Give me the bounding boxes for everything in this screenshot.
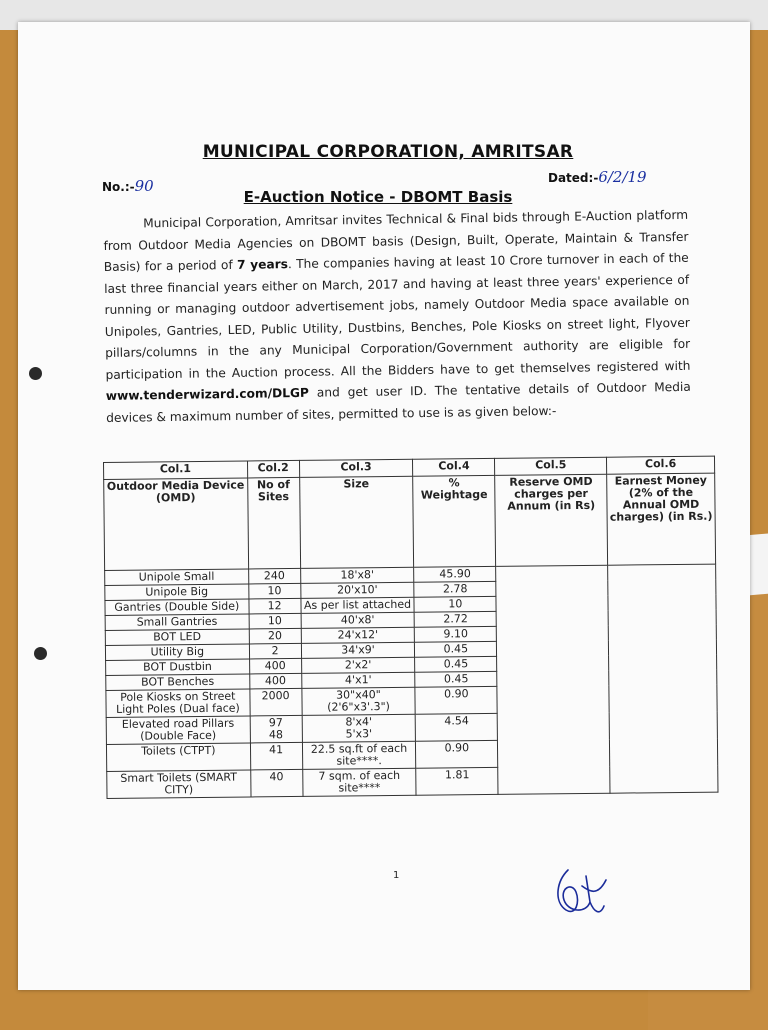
cell-weight: 2.78 xyxy=(414,581,496,597)
cell-weight: 10 xyxy=(414,596,496,612)
document-page xyxy=(18,22,750,990)
notice-subtitle: E-Auction Notice - DBOMT Basis xyxy=(243,188,513,206)
cell-sites: 10 xyxy=(249,613,301,629)
reference-number xyxy=(102,177,154,195)
cell-weight: 1.81 xyxy=(416,767,498,795)
cell-weight: 2.72 xyxy=(414,611,496,627)
cell-earnest xyxy=(608,564,718,793)
cell-device: Elevated road Pillars (Double Face) xyxy=(106,716,250,745)
cell-weight: 0.45 xyxy=(415,641,497,657)
notice-body xyxy=(103,205,691,429)
header-cell: % Weightage xyxy=(413,475,496,567)
cell-size: 7 sqm. of each site**** xyxy=(302,768,416,796)
cell-size: 4'x1' xyxy=(301,672,415,688)
cell-size: 24'x12' xyxy=(301,627,415,643)
cell-device: Utility Big xyxy=(105,644,249,661)
cell-size: 18'x8' xyxy=(300,567,414,583)
cell-sites: 2 xyxy=(249,643,301,659)
col-number: Col.6 xyxy=(607,456,715,474)
header-cell: Outdoor Media Device (OMD) xyxy=(104,478,249,570)
cell-weight: 0.90 xyxy=(415,686,497,714)
header-cell: No of Sites xyxy=(247,477,300,569)
cell-weight: 0.45 xyxy=(415,656,497,672)
cell-size: 22.5 sq.ft of each site****. xyxy=(302,741,416,769)
punch-hole xyxy=(29,367,42,380)
date-label: Dated:- xyxy=(548,171,599,185)
cell-device: Small Gantries xyxy=(105,614,249,631)
cell-size: 2'x2' xyxy=(301,657,415,673)
cell-size: 30"x40" (2'6"x3'.3") xyxy=(301,687,415,715)
cell-device: Toilets (CTPT) xyxy=(106,743,250,772)
date xyxy=(548,168,647,186)
cell-device: BOT LED xyxy=(105,629,249,646)
cell-weight: 0.90 xyxy=(416,740,498,768)
cell-sites: 41 xyxy=(250,742,302,770)
header-row xyxy=(104,473,716,570)
page-number: 1 xyxy=(393,870,400,881)
header-cell: Size xyxy=(299,476,414,568)
cell-weight: 9.10 xyxy=(415,626,497,642)
cell-sites: 40 xyxy=(250,769,302,797)
cell-weight: 45.90 xyxy=(414,566,496,582)
col-number: Col.3 xyxy=(299,459,413,477)
cell-sites: 10 xyxy=(248,583,300,599)
cell-device: Pole Kiosks on Street Light Poles (Dual face) xyxy=(106,689,250,718)
cell-sites: 2000 xyxy=(250,688,302,716)
reference-label: No.:- xyxy=(102,180,135,194)
col-number: Col.1 xyxy=(104,461,248,480)
cell-size: 34'x9' xyxy=(301,642,415,658)
col-number: Col.5 xyxy=(495,457,607,475)
cell-device: Smart Toilets (SMART CITY) xyxy=(107,770,251,799)
cell-reserve xyxy=(496,565,610,794)
cell-size: 8'x4' 5'x3' xyxy=(302,714,416,742)
cell-sites: 12 xyxy=(249,598,301,614)
header-cell: Reserve OMD charges per Annum (in Rs) xyxy=(495,474,608,566)
cell-weight: 0.45 xyxy=(415,671,497,687)
document-title: MUNICIPAL CORPORATION, AMRITSAR xyxy=(202,142,574,162)
body-paragraph: Municipal Corporation, Amritsar invites Technical & Final bids through E-Auction platform from Outdoor Media Agencies on DBOMT basis (Design, Built, Operate, Maintain & Transfer Basis) for a period of 7 years. The companies having at least 10 Crore turnover in each of the last three financial years either on March, 2017 and having at least three years' experience of running or managing outdoor advertisement jobs, namely Outdoor Media space available on Unipoles, Gantries, LED, Public Utility, Dustbins, Benches, Pole Kiosks on street light, Flyover pillars/columns in the any Municipal Corporation/Government authority are eligible for participation in the Auction process. All the Bidders have to get themselves registered with www.tenderwizard.com/DLGP and get user ID. The tentative details of Outdoor Media devices & maximum number of sites, permitted to use is as given below:- xyxy=(103,207,691,425)
omd-table xyxy=(103,456,718,799)
cell-size: As per list attached xyxy=(301,597,415,613)
signature xyxy=(546,862,616,922)
cell-weight: 4.54 xyxy=(416,713,498,741)
punch-hole xyxy=(34,647,47,660)
col-number: Col.4 xyxy=(413,458,495,476)
date-value: 6/2/19 xyxy=(598,168,647,186)
reference-value: 90 xyxy=(134,177,154,195)
cell-device: Gantries (Double Side) xyxy=(105,599,249,616)
col-number: Col.2 xyxy=(247,460,299,478)
cell-sites: 400 xyxy=(249,673,301,689)
cell-sites: 20 xyxy=(249,628,301,644)
cell-sites: 97 48 xyxy=(250,715,302,743)
cell-device: Unipole Small xyxy=(105,569,249,586)
cell-size: 20'x10' xyxy=(300,582,414,598)
cell-device: Unipole Big xyxy=(105,584,249,601)
cell-sites: 400 xyxy=(249,658,301,674)
cell-device: BOT Dustbin xyxy=(106,659,250,676)
cell-sites: 240 xyxy=(248,568,300,584)
cell-size: 40'x8' xyxy=(301,612,415,628)
header-cell: Earnest Money (2% of the Annual OMD charges) (in Rs.) xyxy=(607,473,716,565)
cell-device: BOT Benches xyxy=(106,674,250,691)
